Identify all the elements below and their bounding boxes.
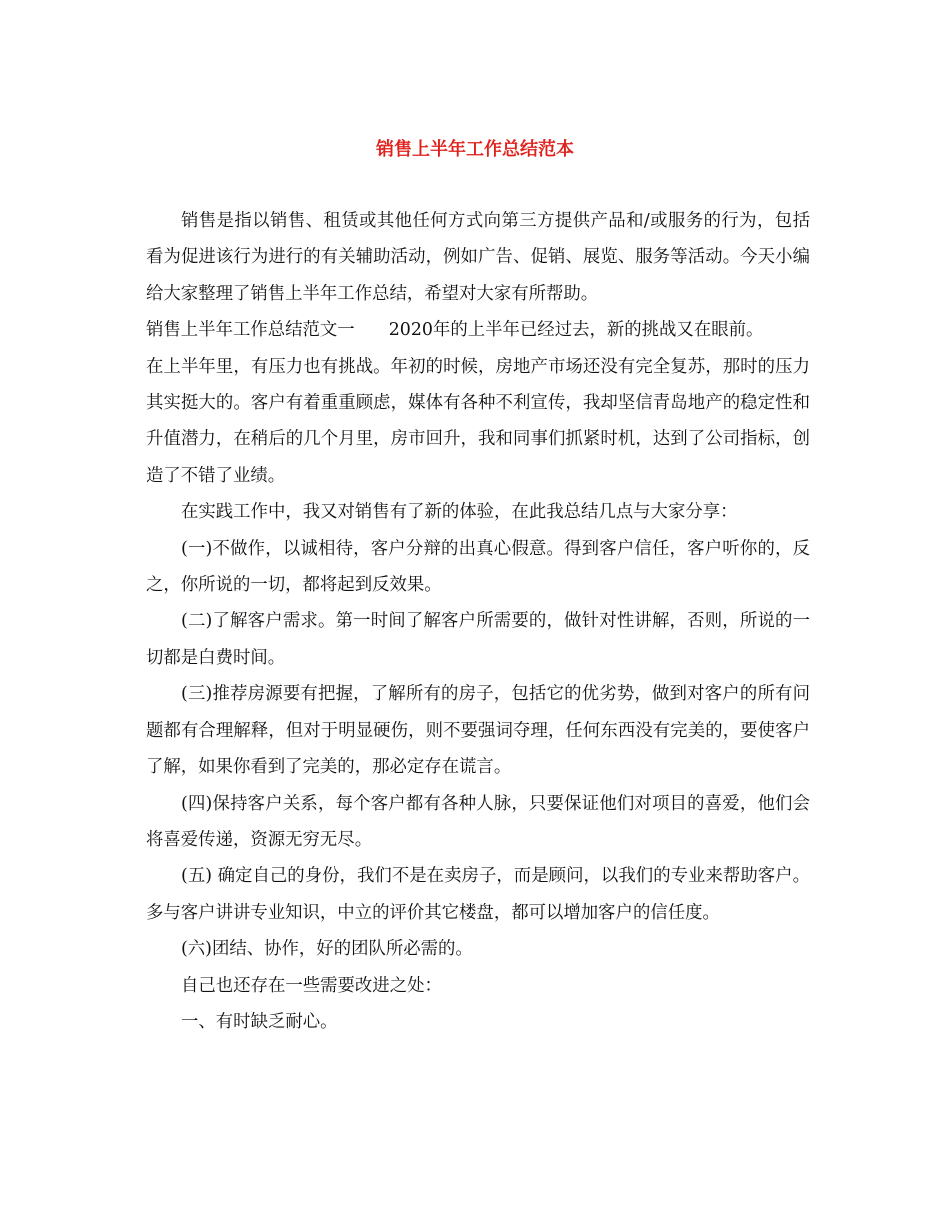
improvement-item-1: 一、有时缺乏耐心。 [181,1011,338,1032]
list-item-1: (一)不做作，以诚相待，客户分辩的出真心假意。得到客户信任，客户听你的，反之，你所说的一切，都将起到反效果。 [146,538,810,596]
list-item-5: (五) 确定自己的身份，我们不是在卖房子，而是顾问，以我们的专业来帮助客户。多与客户讲讲专业知识，中立的评价其它楼盘，都可以增加客户的信任度。 [146,866,810,923]
section-heading: 销售上半年工作总结范文一 [146,320,355,341]
list-item-6: (六)团结、协作，好的团队所必需的。 [181,939,473,960]
intro-paragraph: 销售是指以销售、租赁或其他任何方式向第三方提供产品和/或服务的行为，包括看为促进该行为进行的有关辅助活动，例如广告、促销、展览、服务等活动。今天小编给大家整理了销售上半年工作总结，希望对大家有所帮助。 [146,211,810,304]
section-heading-line [146,312,810,348]
section-lead: 2020年的上半年已经过去，新的挑战又在眼前。 [388,320,764,341]
list-item-4: (四)保持客户关系，每个客户都有各种人脉，只要保证他们对项目的喜爱，他们会将喜爱传递，资源无穷无尽。 [146,793,810,850]
document-body [146,203,810,1040]
paragraph-market: 在上半年里，有压力也有挑战。年初的时候，房地产市场还没有完全复苏，那时的压力其实挺大的。客户有着重重顾虑，媒体有各种不利宣传，我却坚信青岛地产的稳定性和升值潜力，在稍后的几个月里，房市回升，我和同事们抓紧时机，达到了公司指标，创造了不错了业绩。 [146,356,810,486]
document-title: 销售上半年工作总结范本 [376,139,574,160]
list-item-3: (三)推荐房源要有把握，了解所有的房子，包括它的优劣势，做到对客户的所有问题都有合理解释，但对于明显硬伤，则不要强词夺理，任何东西没有完美的，要使客户了解，如果你看到了完美的，那必定存在谎言。 [146,684,810,778]
list-item-2: (二)了解客户需求。第一时间了解客户所需要的，做针对性讲解，否则，所说的一切都是白费时间。 [146,611,810,668]
paragraph-improvement: 自己也还存在一些需要改进之处： [181,975,442,996]
paragraph-experience: 在实践工作中，我又对销售有了新的体验，在此我总结几点与大家分享： [181,502,738,523]
